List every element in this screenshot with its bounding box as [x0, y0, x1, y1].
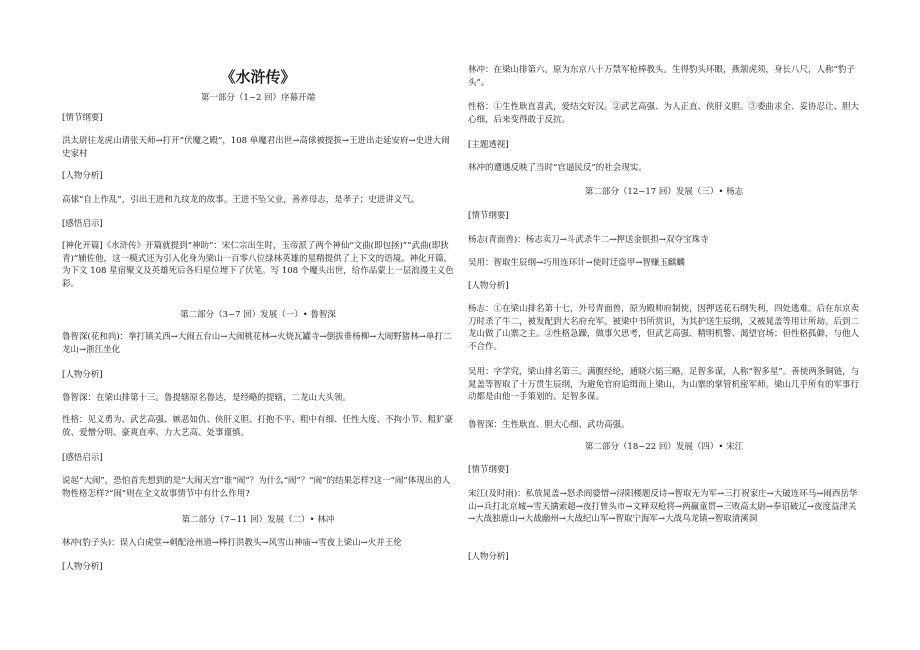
- subheading: [情节纲要]: [62, 113, 103, 123]
- subheading: [人物分析]: [62, 370, 103, 380]
- section-heading: 第一部分（1~2 回）序幕开端: [200, 93, 316, 103]
- subheading: [感悟启示]: [62, 453, 103, 463]
- section-heading: 第二部分（3~7 回）发展（一）• 鲁智深: [180, 310, 336, 320]
- subheading: [主题透视]: [468, 140, 509, 150]
- document-title: 《水浒传》: [220, 68, 296, 86]
- section-heading: 第二部分（12~17 回）发展（三）• 杨志: [584, 187, 744, 197]
- subheading: [人物分析]: [468, 281, 509, 291]
- paragraph: 林冲(豹子头)：误入白虎堂→刺配沧州道→棒打洪教头→风雪山神庙→雪夜上梁山→火并王伦: [62, 538, 402, 548]
- subheading: [人物分析]: [468, 552, 509, 562]
- subheading: [人物分析]: [62, 562, 103, 572]
- paragraph: 高俅“自上作乱”，引出王进和九纹龙的故事。王进不坠父业，善养母志，是孝子；史进讲义气。: [62, 195, 420, 205]
- paragraph: [神化开篇]《水浒传》开篇就提到“神助”：宋仁宗出生时，玉帝派了两个神仙“文曲(即包拯)”“武曲(即狄青)”辅佐他，这一模式还为引入化身为梁山一百零八位绿林英雄的星精提供了上下文的语境。神化开篇，为下文 108 星宿聚义及英雄死后各归星位埋下了伏笔。写 108 个魔头出世，给作品蒙上一层浪漫主义色彩。: [62, 241, 454, 289]
- subheading: [情节纲要]: [468, 465, 509, 475]
- paragraph: 杨志：①在梁山排名第十七，外号青面兽，原为殿帅府制使，因押送花石纲失利，四处逃难。后在东京卖刀时杀了牛二，被发配到大名府充军。被梁中书所赏识，为其护送生辰纲，又被晁盖等用计所劫。后到二龙山做了山寨之主。②性格急躁，做事欠思考，但武艺高强、精明机警、渴望官场；但性格孤僻，与他人不合作。: [468, 304, 860, 352]
- paragraph: 性格：①生性耿直喜武，爱结交好汉。②武艺高强、为人正直、侠肝义胆。③委曲求全、妥协忍让、胆大心细，后来变得敢于反抗。: [468, 102, 860, 125]
- paragraph: 林冲的遭遇反映了当时“官逼民反”的社会现实。: [468, 163, 647, 173]
- section-heading: 第二部分（18~22 回）发展（四）• 宋江: [584, 442, 744, 452]
- paragraph: 鲁智深：生性耿直、胆大心细、武功高强。: [468, 420, 630, 430]
- paragraph: 宋江(及时雨)：私放晁盖→怒杀阎婆惜→浔阳楼题反诗→智取无为军→三打祝家庄→大破连环马→闹西岳华山→兵打北京城→雪天擒索超→夜打曾头市→文释双枪将→两赢童贯→三败高太尉→奉诏破辽→夜度益津关→大战独鹿山→大战幽州→大战纪山军→智取宁海军→大战乌龙镇→智取清溪洞: [468, 489, 858, 524]
- section-heading: 第二部分（7~11 回）发展（二）• 林冲: [181, 515, 335, 525]
- paragraph: 吴用：智取生辰纲→巧用连环计→使时迁盗甲→智赚玉麒麟: [468, 258, 685, 268]
- paragraph: 洪太尉往龙虎山请张天师→打开“伏魔之殿”，108 单魔君出世→高俅被提拔→王进出走延安府→史进大闹史家村: [62, 136, 450, 159]
- subheading: [感悟启示]: [62, 219, 103, 229]
- paragraph: 鲁智深：在梁山排第十三。鲁提辖原名鲁达，是经略的提辖，二龙山大头领。: [62, 393, 352, 403]
- subheading: [情节纲要]: [468, 211, 509, 221]
- paragraph: 说起“大闹”，恐怕首先想到的是“大闹天宫”谁“闹”？为什么“闹”？“闹”的结果怎样?这一“闹”体现出的人物性格怎样?“闹”则在全文故事情节中有什么作用?: [62, 476, 451, 499]
- paragraph: 鲁智深(花和尚)：拳打镇关西→大闹五台山→大闹桃花林→火烧瓦罐寺→倒拔垂杨柳→大闹野猪林→单打二龙山→浙江坐化: [62, 332, 452, 355]
- paragraph: 林冲：在梁山排第六。原为东京八十万禁军枪棒教头。生得豹头环眼，燕颔虎须，身长八尺，人称“豹子头”。: [468, 65, 855, 88]
- subheading: [人物分析]: [62, 171, 103, 181]
- paragraph: 吴用：字学究，梁山排名第三。满腹经纶，通晓六韬三略，足智多谋，人称“智多星”。善使两条铜链，与晁盖等智取了十万贯生辰纲，为避免官府追缉而上梁山，为山寨的掌管机密军师。梁山几乎所有的军事行动都是由他一手策划的。足智多谋。: [468, 367, 860, 402]
- paragraph: 杨志(青面兽)：杨志卖刀→斗武杀牛二→押送金银担→双夺宝珠寺: [468, 235, 709, 245]
- paragraph: 性格：见义勇为、武艺高强、嫉恶如仇、侠肝义胆、打抱不平、粗中有细、任性大度、不拘小节、粗犷豪放、爱憎分明、豪爽直率、力大艺高、处事谨慎。: [62, 415, 454, 438]
